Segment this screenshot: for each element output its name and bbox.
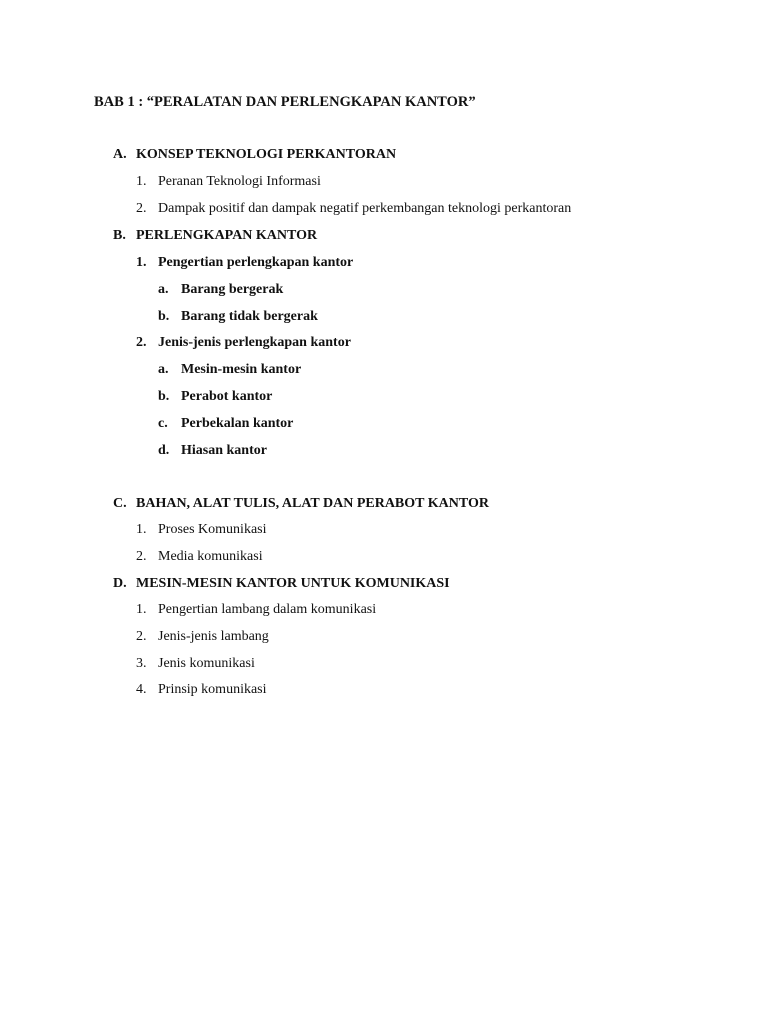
section-heading-text: PERLENGKAPAN KANTOR [136, 228, 318, 243]
sub-list-item: a. Mesin-mesin kantor [158, 362, 302, 377]
section-label: C. [113, 496, 127, 511]
section-d-heading [113, 575, 450, 593]
list-item: 1. Peranan Teknologi Informasi [136, 174, 321, 189]
sub-list-item: d. Hiasan kantor [158, 443, 267, 458]
section-label: B. [113, 228, 126, 243]
section-c-heading [113, 495, 489, 513]
list-item: 2. Jenis-jenis perlengkapan kantor [136, 335, 351, 350]
list-item: 1. Pengertian perlengkapan kantor [136, 255, 354, 270]
list-item: 3. Jenis komunikasi [136, 656, 255, 671]
list-item: 2. Media komunikasi [136, 549, 263, 564]
list-item: 1. Pengertian lambang dalam komunikasi [136, 602, 377, 617]
sub-list-item: a. Barang bergerak [158, 282, 284, 297]
list-item: 2. Dampak positif dan dampak negatif perkembangan teknologi perkantoran [136, 201, 572, 216]
section-heading-text: KONSEP TEKNOLOGI PERKANTORAN [136, 147, 397, 162]
section-a-heading [113, 146, 396, 164]
section-label: D. [113, 576, 127, 591]
list-item: 2. Jenis-jenis lambang [136, 629, 269, 644]
list-item: 1. Proses Komunikasi [136, 522, 267, 537]
sub-list-item: b. Perabot kantor [158, 389, 273, 404]
section-heading-text: MESIN-MESIN KANTOR UNTUK KOMUNIKASI [136, 576, 450, 591]
document-title: BAB 1 : “PERALATAN DAN PERLENGKAPAN KANTOR” [94, 94, 476, 110]
section-heading-text: BAHAN, ALAT TULIS, ALAT DAN PERABOT KANTOR [136, 496, 489, 511]
list-item: 4. Prinsip komunikasi [136, 682, 267, 697]
section-b-heading [113, 227, 317, 245]
section-label: A. [113, 147, 127, 162]
sub-list-item: c. Perbekalan kantor [158, 416, 294, 431]
sub-list-item: b. Barang tidak bergerak [158, 309, 318, 324]
